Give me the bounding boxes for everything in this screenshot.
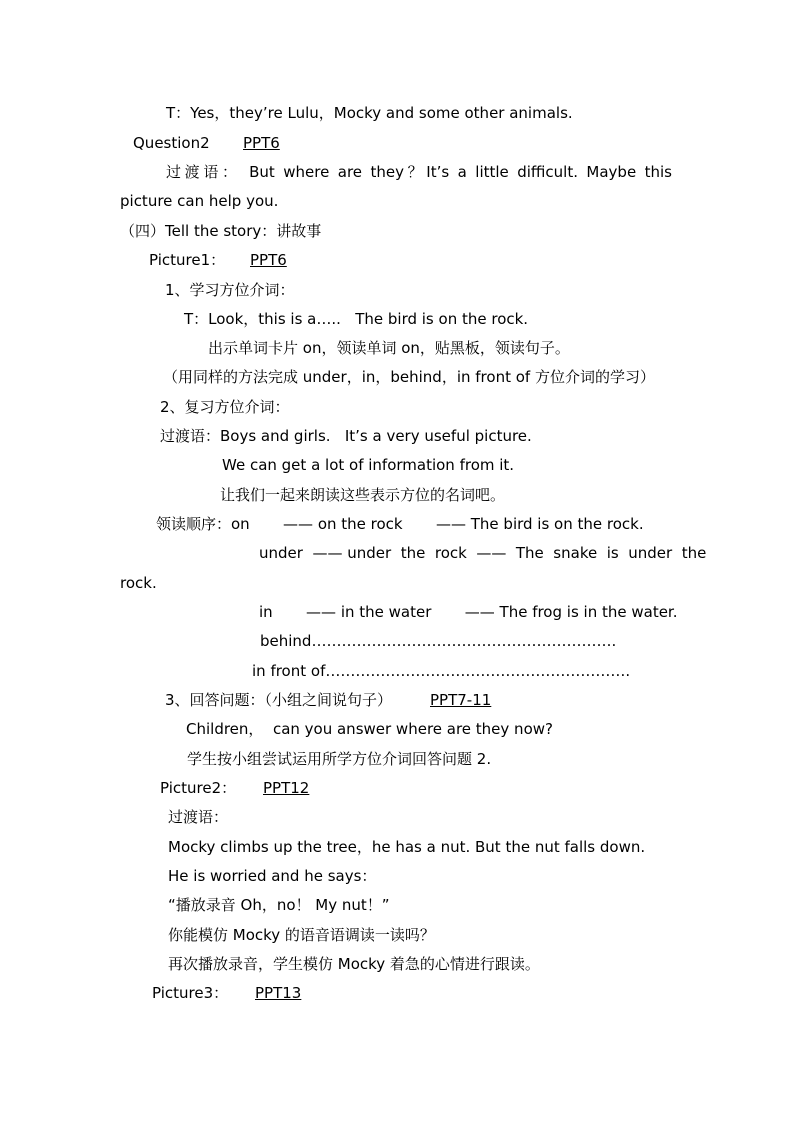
picture-label: Picture3： [152, 984, 229, 1002]
question-label: Question2 [133, 134, 210, 152]
text-line: T：Yes，they’re Lulu，Mocky and some other animals. [166, 104, 573, 122]
ppt-reference: PPT13 [255, 984, 302, 1002]
subheading: 3、回答问题：（小组之间说句子） [165, 691, 393, 709]
text-line: T：Look，this is a….. The bird is on the rock. [184, 310, 529, 328]
text-line: under —— under the rock —— The snake is under the [259, 544, 707, 562]
text-line: 再次播放录音，学生模仿 Mocky 着急的心情进行跟读。 [168, 955, 540, 973]
text-line: rock. [120, 574, 157, 592]
text-line: He is worried and he says： [168, 867, 377, 885]
section-heading: （四）Tell the story：讲故事 [120, 222, 322, 240]
ppt-reference: PPT7-11 [430, 691, 492, 709]
text-line: in front of……………………………………………………. [252, 662, 631, 680]
ppt-reference: PPT6 [243, 134, 280, 152]
text-line: We can get a lot of information from it. [222, 456, 515, 474]
text-line: 你能模仿 Mocky 的语音语调读一读吗？ [168, 926, 435, 944]
ppt-reference: PPT6 [250, 251, 287, 269]
text-line: picture can help you. [120, 192, 279, 210]
text-line: 让我们一起来朗读这些表示方位的名词吧。 [220, 486, 506, 504]
picture-label: Picture2： [160, 779, 237, 797]
text-line: Mocky climbs up the tree，he has a nut. But the nut falls down. [168, 838, 646, 856]
subheading: 2、复习方位介词： [160, 398, 290, 416]
ppt-reference: PPT12 [263, 779, 310, 797]
text-line: 领读顺序：on —— on the rock —— The bird is on the rock. [156, 515, 644, 533]
text-line: in —— in the water —— The frog is in the water. [259, 603, 678, 621]
text-line: 过渡语：Boys and girls. It’s a very useful picture. [160, 427, 532, 445]
text-line: 学生按小组尝试运用所学方位介词回答问题 2. [187, 750, 492, 768]
text-line: 过渡语： [168, 808, 229, 826]
subheading: 1、学习方位介词： [165, 281, 295, 299]
text-line: 出示单词卡片 on，领读单词 on，贴黑板，领读句子。 [208, 339, 570, 357]
text-line: （用同样的方法完成 under，in，behind，in front of 方位介词的学习） [163, 368, 655, 386]
text-line: 过渡语： But where are they？It’s a little difficult. Maybe this [166, 163, 672, 181]
picture-label: Picture1： [149, 251, 226, 269]
text-line: “播放录音 Oh，no！ My nut！” [168, 896, 390, 914]
text-line: behind……………………………………………………. [260, 632, 617, 650]
text-line: Children， can you answer where are they now? [186, 720, 553, 738]
